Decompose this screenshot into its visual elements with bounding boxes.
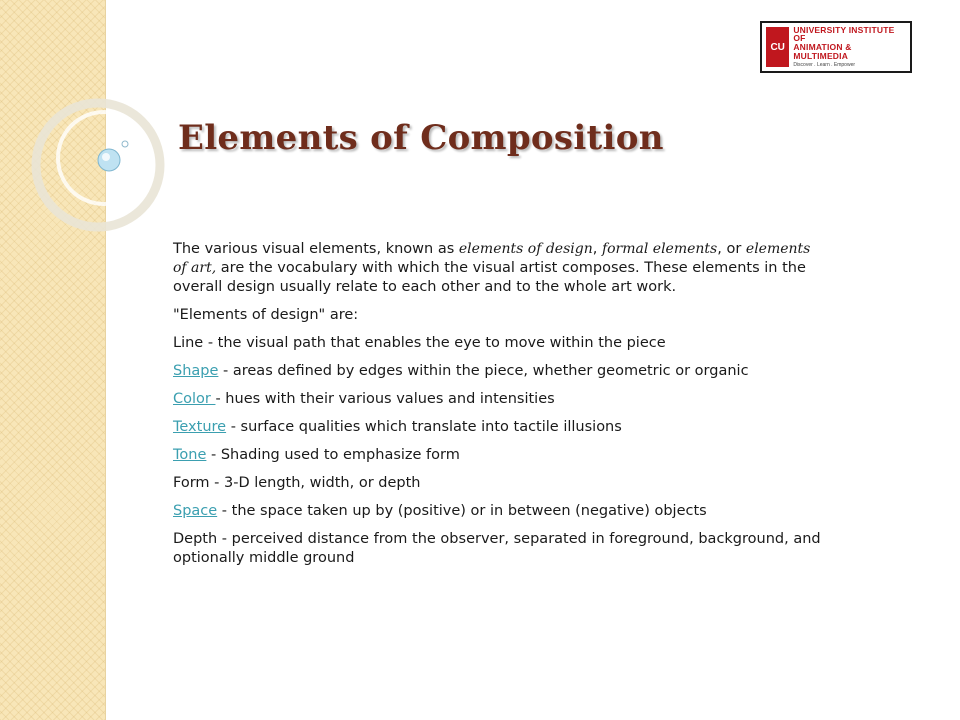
element-description: - Shading used to emphasize form	[206, 447, 460, 463]
element-item	[173, 474, 823, 493]
intro-text-2: ,	[592, 241, 602, 257]
element-description: - perceived distance from the observer, separated in foreground, background, and optionally middle ground	[173, 531, 821, 566]
slide-title: Elements of Composition	[178, 118, 664, 158]
element-description: - areas defined by edges within the piece, whether geometric or organic	[218, 363, 749, 379]
slide-body	[173, 240, 823, 577]
element-term-depth: Depth	[173, 531, 218, 547]
logo-line-2: ANIMATION & MULTIMEDIA	[793, 42, 852, 62]
logo-mark: CU	[766, 27, 789, 67]
subheading: "Elements of design" are:	[173, 307, 359, 323]
elements-list	[173, 334, 823, 568]
element-item	[173, 446, 823, 465]
decorative-side-band	[0, 0, 106, 720]
intro-paragraph	[173, 240, 823, 297]
element-link-tone[interactable]: Tone	[173, 447, 207, 463]
element-link-shape[interactable]: Shape	[173, 363, 219, 379]
intro-em-2: formal elements	[601, 241, 718, 257]
element-description: - surface qualities which translate into tactile illusions	[226, 419, 622, 435]
logo-line-1: UNIVERSITY INSTITUTE OF	[793, 24, 895, 44]
element-item	[173, 418, 823, 437]
logo-tagline: Discover . Learn . Empower	[793, 62, 856, 69]
intro-text-4: are the vocabulary with which the visual artist composes. These elements in the overall design usually relate to each other and to the whole art work.	[173, 260, 806, 295]
intro-em-3: elements of art,	[173, 241, 811, 276]
element-description: - the visual path that enables the eye to move within the piece	[203, 335, 666, 351]
intro-text-1: The various visual elements, known as	[173, 241, 459, 257]
element-item	[173, 390, 823, 409]
element-item	[173, 334, 823, 353]
intro-text-3: , or	[717, 241, 746, 257]
element-description: - the space taken up by (positive) or in between (negative) objects	[217, 503, 707, 519]
element-link-texture[interactable]: Texture	[173, 419, 227, 435]
element-item	[173, 530, 823, 568]
element-item	[173, 502, 823, 521]
element-item	[173, 362, 823, 381]
element-description: - hues with their various values and intensities	[215, 391, 555, 407]
element-link-space[interactable]: Space	[173, 503, 218, 519]
university-logo	[760, 21, 912, 73]
element-description: - 3-D length, width, or depth	[209, 475, 421, 491]
element-term-form: Form	[173, 475, 210, 491]
intro-em-1: elements of design	[458, 241, 593, 257]
element-link-color[interactable]: Color	[173, 391, 216, 407]
element-term-line: Line	[173, 335, 204, 351]
